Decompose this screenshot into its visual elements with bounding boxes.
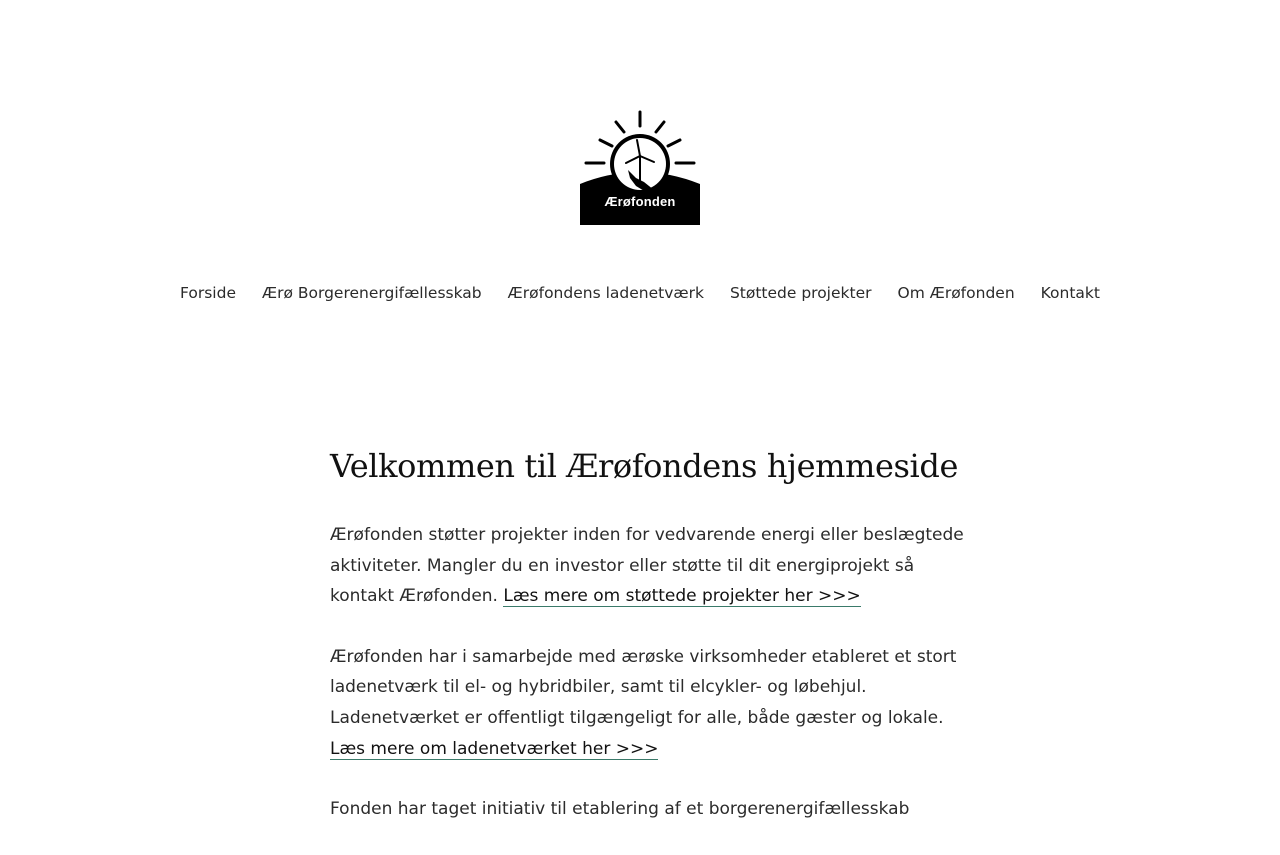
nav-item-forside[interactable]: Forside xyxy=(180,284,236,302)
logo-text: Ærøfonden xyxy=(604,194,676,209)
nav-item-om-aeroefonden[interactable]: Om Ærøfonden xyxy=(897,284,1015,302)
main-navigation xyxy=(0,284,1280,302)
charging-network-link[interactable]: Læs mere om ladenetværket her >>> xyxy=(330,738,659,759)
charging-network-paragraph-text: Ærøfonden har i samarbejde med ærøske virksomheder etableret et stort ladenetværk til el- og hybridbiler, samt til elcykler- og løbehjul. Ladenetværket er offentligt tilgængeligt for alle, både gæster og lokale. xyxy=(330,646,957,728)
energy-community-paragraph: Fonden har taget initiativ til etablering af et borgerenergifællesskab xyxy=(330,799,910,820)
supported-projects-link[interactable]: Læs mere om støttede projekter her >>> xyxy=(503,586,861,607)
intro-paragraph-text: Ærøfonden støtter projekter inden for vedvarende energi eller beslægtede aktiviteter. Mangler du en investor eller støtte til dit energiprojekt så kontakt Ærøfonden. xyxy=(330,525,964,607)
intro-paragraph xyxy=(330,520,970,612)
nav-item-borgerenergifaellesskab[interactable]: Ærø Borgerenergifællesskab xyxy=(261,284,482,302)
main-content xyxy=(330,440,970,855)
site-logo[interactable] xyxy=(580,108,700,225)
nav-item-stoettede-projekter[interactable]: Støttede projekter xyxy=(729,284,872,302)
nav-item-ladenetvaerk[interactable]: Ærøfondens ladenetværk xyxy=(507,284,704,302)
charging-network-paragraph xyxy=(330,642,970,764)
page-title: Velkommen til Ærøfondens hjemmeside xyxy=(330,447,959,485)
nav-item-kontakt[interactable]: Kontakt xyxy=(1040,284,1100,302)
